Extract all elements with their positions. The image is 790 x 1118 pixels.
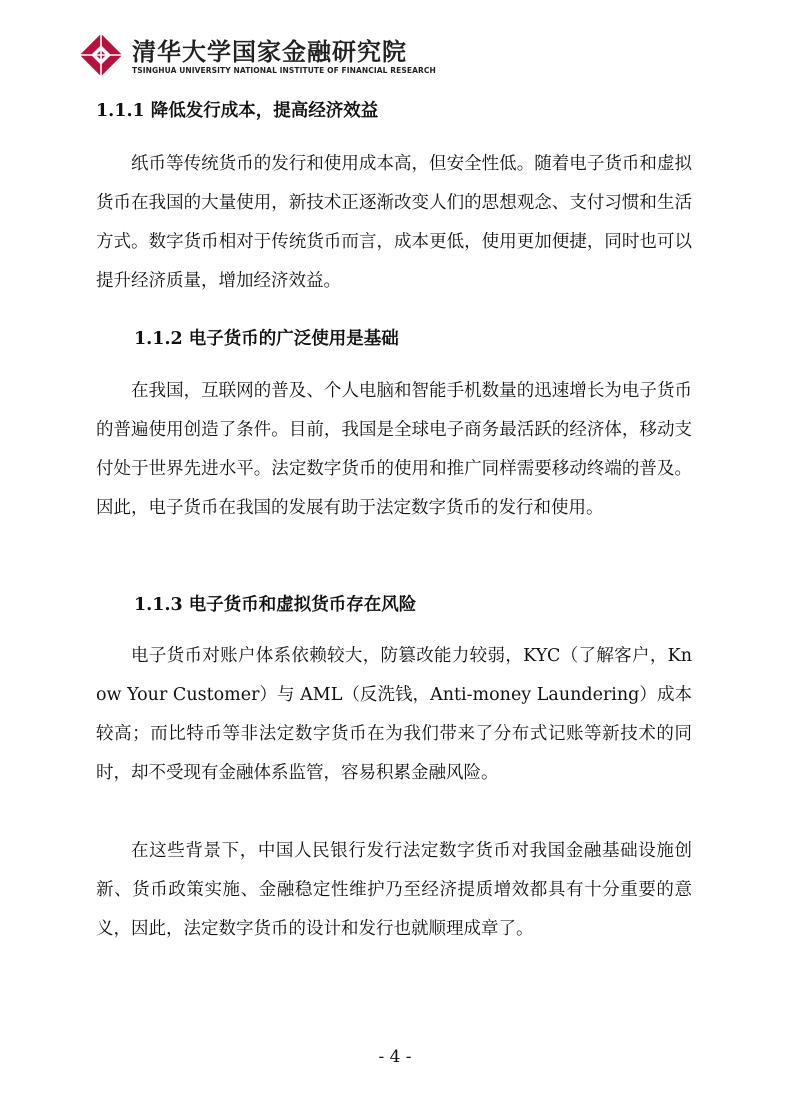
- page-number: - 4 -: [378, 1047, 412, 1067]
- org-name-en: TSINGHUA UNIVERSITY NATIONAL INSTITUTE OF FINANCIAL RESEARCH: [132, 66, 436, 75]
- paragraph: 电子货币对账户体系依赖较大，防篡改能力较弱，KYC（了解客户，Know Your Customer）与 AML（反洗钱，Anti-money Laundering）成本较高；而比特币等非法定数字货币在为我们带来了分布式记账等新技术的同时，却不受现有金融体系监管，容易积累金融风险。: [96, 646, 692, 783]
- paragraph: 纸币等传统货币的发行和使用成本高，但安全性低。随着电子货币和虚拟货币在我国的大量使用，新技术正逐渐改变人们的思想观念、支付习惯和生活方式。数字货币相对于传统货币而言，成本更低，使用更加便捷，同时也可以提升经济质量，增加经济效益。: [96, 154, 692, 291]
- section-heading-1-1-3: 1.1.3 电子货币和虚拟货币存在风险: [134, 595, 417, 615]
- section-heading-1-1-1: 1.1.1 降低发行成本，提高经济效益: [96, 101, 379, 121]
- org-name-cn: 清华大学国家金融研究院: [132, 38, 407, 66]
- paragraph: 在这些背景下，中国人民银行发行法定数字货币对我国金融基础设施创新、货币政策实施、金融稳定性维护乃至经济提质增效都具有十分重要的意义，因此，法定数字货币的设计和发行也就顺理成章了。: [96, 841, 692, 939]
- section-heading-1-1-2: 1.1.2 电子货币的广泛使用是基础: [134, 329, 399, 349]
- header: [78, 30, 458, 85]
- paragraph: 在我国，互联网的普及、个人电脑和智能手机数量的迅速增长为电子货币的普遍使用创造了条件。目前，我国是全球电子商务最活跃的经济体，移动支付处于世界先进水平。法定数字货币的使用和推广同样需要移动终端的普及。因此，电子货币在我国的发展有助于法定数字货币的发行和使用。: [96, 381, 692, 518]
- institute-logo-icon: [78, 32, 124, 78]
